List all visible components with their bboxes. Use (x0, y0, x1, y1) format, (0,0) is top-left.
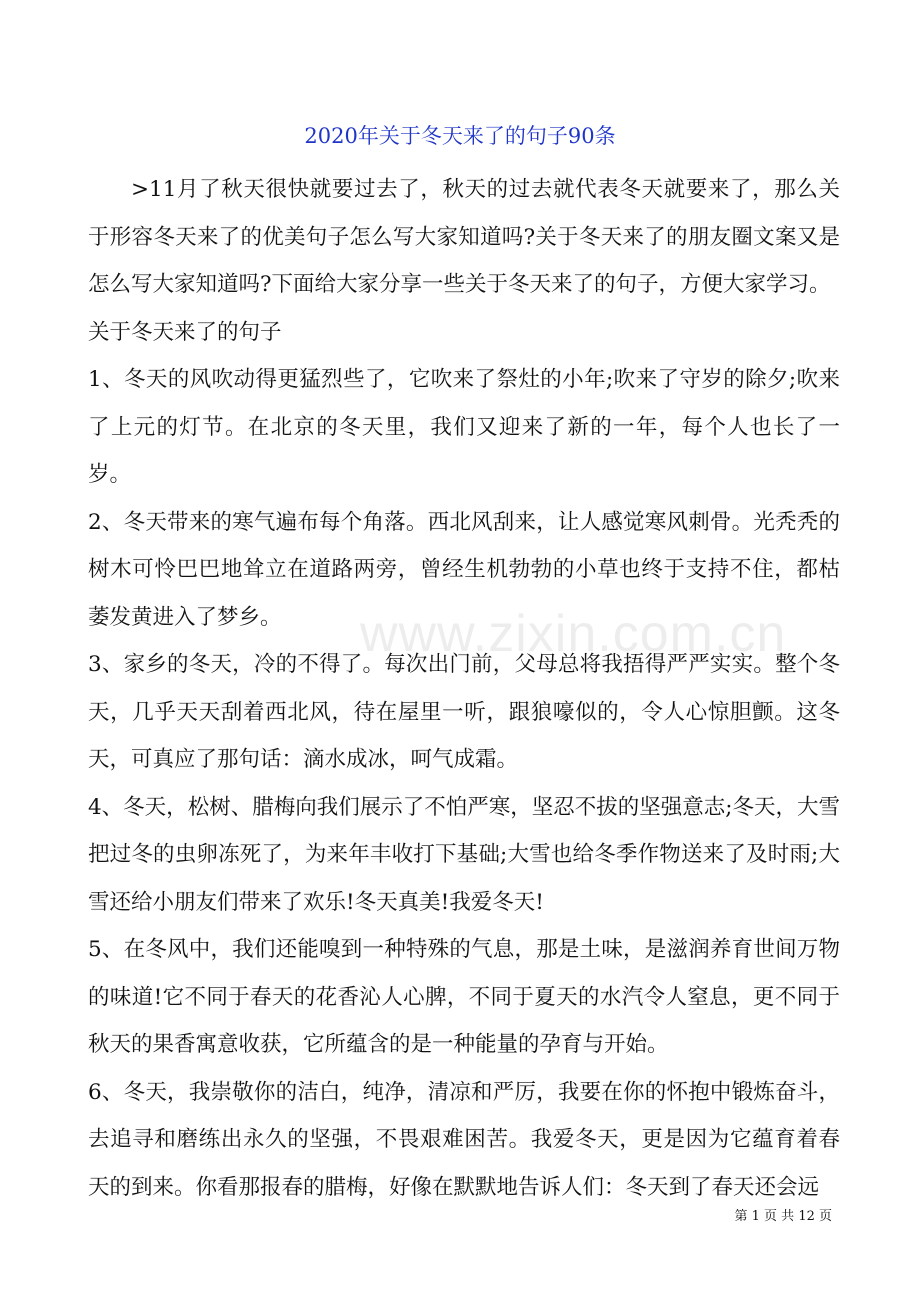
document-title: 2020年关于冬天来了的句子90条 (304, 124, 616, 148)
document-body (88, 166, 840, 1211)
sentence-item-6: 6、冬天，我崇敬你的洁白，纯净，清凉和严厉，我要在你的怀抱中锻炼奋斗，去追寻和磨练出永久的坚强，不畏艰难困苦。我爱冬天，更是因为它蕴育着春天的到来。你看那报春的腊梅，好像在默默地告诉人们：冬天到了春天还会远 (88, 1079, 840, 1200)
intro-paragraph: >11月了秋天很快就要过去了，秋天的过去就代表冬天就要来了，那么关于形容冬天来了的优美句子怎么写大家知道吗?关于冬天来了的朋友圈文案又是怎么写大家知道吗?下面给大家分享一些关于冬天来了的句子，方便大家学习。 (88, 177, 840, 297)
sentence-item-2: 2、冬天带来的寒气遍布每个角落。西北风刮来，让人感觉寒风刺骨。光秃秃的树木可怜巴巴地耸立在道路两旁，曾经生机勃勃的小草也终于支持不住，都枯萎发黄进入了梦乡。 (88, 509, 840, 630)
sentence-item-1: 1、冬天的风吹动得更猛烈些了，它吹来了祭灶的小年;吹来了守岁的除夕;吹来了上元的灯节。在北京的冬天里，我们又迎来了新的一年，每个人也长了一岁。 (88, 367, 840, 487)
watermark: www.zixin.com.cn (360, 605, 787, 663)
sentence-item-5: 5、在冬风中，我们还能嗅到一种特殊的气息，那是土味，是滋润养育世间万物的味道!它不同于春天的花香沁人心脾，不同于夏天的水汽令人窒息，更不同于秋天的果香寓意收获，它所蕴含的是一种能量的孕育与开始。 (88, 937, 840, 1057)
sentence-item-3: 3、家乡的冬天，冷的不得了。每次出门前，父母总将我捂得严严实实。整个冬天，几乎天天刮着西北风，待在屋里一听，跟狼嚎似的，令人心惊胆颤。这冬天，可真应了那句话：滴水成冰，呵气成霜。 (88, 652, 840, 772)
sentence-item-4: 4、冬天，松树、腊梅向我们展示了不怕严寒，坚忍不拔的坚强意志;冬天，大雪把过冬的虫卵冻死了，为来年丰收打下基础;大雪也给冬季作物送来了及时雨;大雪还给小朋友们带来了欢乐!冬天真美!我爱冬天! (88, 794, 840, 915)
page-number-footer: 第 1 页 共 12 页 (734, 1209, 832, 1224)
section-heading: 关于冬天来了的句子 (88, 319, 282, 345)
